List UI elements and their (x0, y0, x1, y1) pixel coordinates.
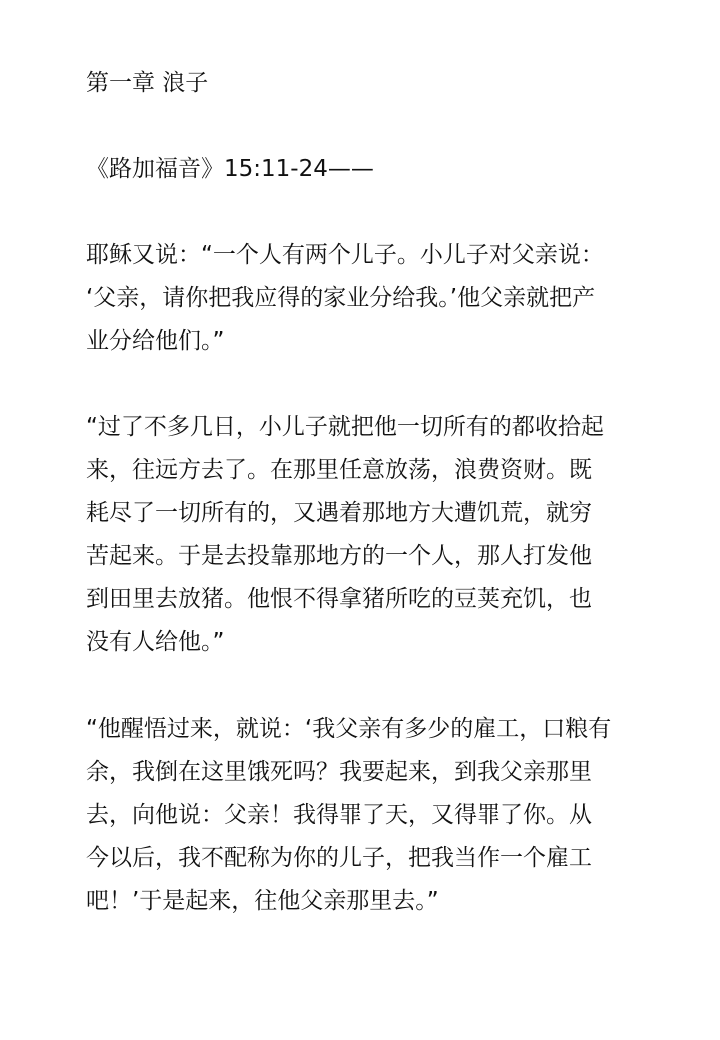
chapter-title (86, 62, 646, 105)
paragraph-1 (86, 234, 646, 363)
scripture-reference (86, 148, 646, 191)
paragraph-line: “他醒悟过来，就说：‘我父亲有多少的雇工，口粮有 (86, 716, 612, 742)
paragraph-line: 来，往远方去了。在那里任意放荡，浪费资财。既 (86, 457, 592, 483)
paragraph-line: 吧！’于是起来，往他父亲那里去。” (86, 888, 439, 914)
paragraph-line: ‘父亲，请你把我应得的家业分给我。’他父亲就把产 (86, 285, 596, 311)
paragraph-line: 去，向他说：父亲！我得罪了天，又得罪了你。从 (86, 802, 592, 828)
paragraph-line: 苦起来。于是去投靠那地方的一个人，那人打发他 (86, 543, 592, 569)
paragraph-line: 余，我倒在这里饿死吗？我要起来，到我父亲那里 (86, 759, 592, 785)
paragraph-line: “过了不多几日，小儿子就把他一切所有的都收拾起 (86, 414, 604, 440)
paragraph-line: 到田里去放猪。他恨不得拿猪所吃的豆荚充饥，也 (86, 586, 592, 612)
paragraph-2 (86, 406, 646, 664)
paragraph-3 (86, 708, 646, 923)
scripture-reference-text: 《路加福音》15:11-24—— (86, 156, 374, 182)
paragraph-line: 业分给他们。” (86, 328, 225, 354)
paragraph-line: 耗尽了一切所有的，又遇着那地方大遭饥荒，就穷 (86, 500, 592, 526)
paragraph-line: 今以后，我不配称为你的儿子，把我当作一个雇工 (86, 845, 592, 871)
paragraph-line: 没有人给他。” (86, 629, 225, 655)
paragraph-line: 耶稣又说：“一个人有两个儿子。小儿子对父亲说： (86, 242, 604, 268)
chapter-title-text: 第一章 浪子 (86, 70, 209, 96)
